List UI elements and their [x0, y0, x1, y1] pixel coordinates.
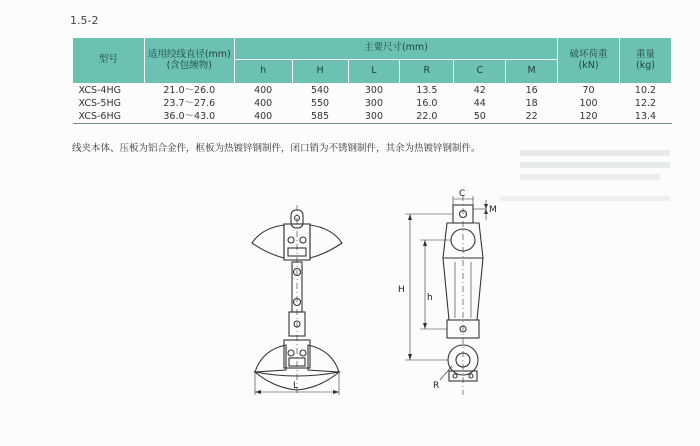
cell-M: 18: [525, 98, 538, 109]
cell-breaking-load: 100: [579, 98, 598, 109]
label-M: M: [489, 205, 497, 215]
label-H: H: [398, 285, 405, 295]
cell-weight: 13.4: [619, 110, 671, 124]
cell-breaking-load: 120: [558, 110, 620, 124]
cell-H: 540: [292, 84, 348, 98]
cell-M: 22: [506, 110, 558, 124]
left-clamp-figure: [252, 205, 342, 395]
header-main-dimensions: 主要尺寸(mm): [234, 38, 557, 60]
cell-model: XCS-4HG: [73, 84, 145, 98]
cell-diameter: 23.7～27.6: [163, 98, 216, 109]
header-dim-M: M: [506, 60, 558, 84]
cell-breaking-load: 70: [558, 84, 620, 98]
header-model: 型号: [73, 38, 145, 84]
cell-L: 300: [348, 110, 400, 124]
material-note: 线夹本体、压板为铝合金件，框板为热镀锌钢制件，闭口销为不锈钢制件，其余为热镀锌钢制件。: [72, 143, 481, 154]
cell-C: 50: [454, 110, 506, 124]
cell-model: XCS-5HG: [78, 98, 121, 109]
header-dim-C: C: [454, 60, 506, 84]
header-weight: 重量 (kg): [619, 38, 671, 84]
label-h: h: [427, 293, 433, 303]
right-clamp-figure: [405, 195, 488, 395]
cell-weight: 10.2: [619, 84, 671, 98]
cell-R: 22.0: [400, 110, 454, 124]
cell-H: 585: [292, 110, 348, 124]
header-dim-R: R: [400, 60, 454, 84]
header-conductor-diameter: 适用绞线直径(mm) (含包缠物): [144, 38, 234, 84]
cell-diameter: 36.0～43.0: [144, 110, 234, 124]
cell-H: 550: [310, 98, 330, 109]
cell-h: 400: [254, 98, 273, 109]
cell-M: 16: [506, 84, 558, 98]
cell-R: 13.5: [400, 84, 454, 98]
header-dim-h: h: [234, 60, 292, 84]
header-breaking-load: 破坏荷重 (kN): [558, 38, 620, 84]
header-dim-L: L: [348, 60, 400, 84]
cell-C: 44: [473, 98, 486, 109]
cell-L: 300: [348, 84, 400, 98]
cell-C: 42: [454, 84, 506, 98]
cell-h: 400: [234, 110, 292, 124]
cell-L: 300: [364, 98, 384, 109]
cell-h: 400: [234, 84, 292, 98]
header-dim-H: H: [292, 60, 348, 84]
cell-model: XCS-6HG: [73, 110, 145, 124]
label-R: R: [433, 381, 440, 391]
cell-diameter: 21.0～26.0: [144, 84, 234, 98]
cell-R: 16.0: [416, 98, 438, 109]
label-C: C: [459, 189, 466, 199]
section-number: 1.5-2: [70, 14, 99, 27]
label-L: L: [293, 381, 299, 391]
cell-weight: 12.2: [634, 98, 657, 109]
